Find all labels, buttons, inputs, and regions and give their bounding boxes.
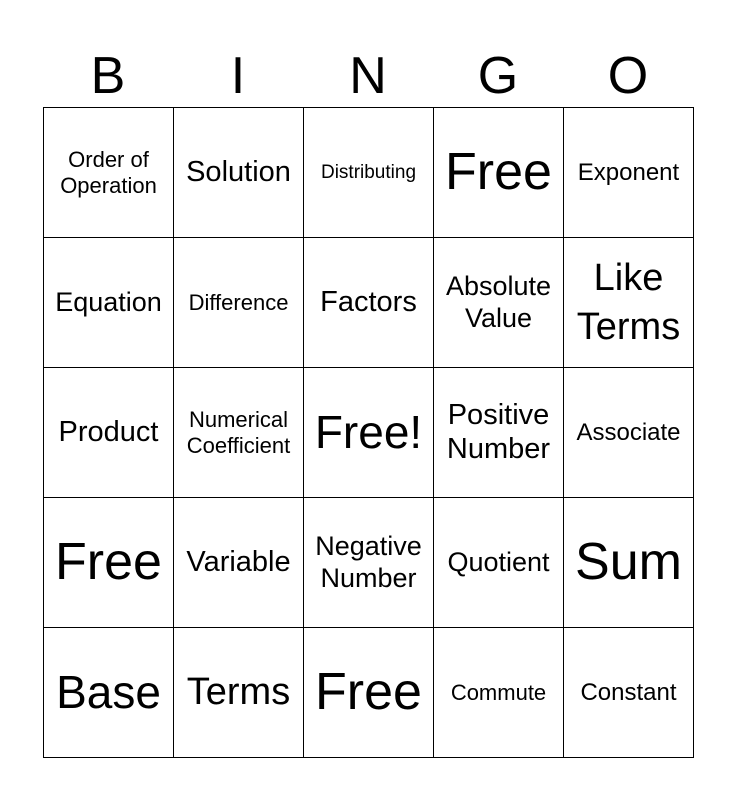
cell-label: Like Terms (576, 256, 681, 348)
cell-label: Sum (575, 532, 682, 591)
bingo-cell-r1c1[interactable] (44, 108, 174, 238)
cell-label: Distributing (320, 161, 417, 183)
cell-label: Constant (580, 678, 677, 706)
cell-label: Quotient (447, 546, 550, 577)
bingo-cell-r3c3[interactable] (304, 368, 434, 498)
bingo-cell-r1c4[interactable] (434, 108, 564, 238)
cell-label: Factors (320, 285, 417, 318)
bingo-cell-r5c3[interactable] (304, 628, 434, 758)
bingo-cell-r2c1[interactable] (44, 238, 174, 368)
cell-label: Free (55, 532, 162, 591)
bingo-cell-r3c1[interactable] (44, 368, 174, 498)
bingo-cell-r4c4[interactable] (434, 498, 564, 628)
cell-label: Difference (188, 289, 289, 315)
cell-label: Equation (55, 286, 162, 317)
cell-label: Product (58, 415, 159, 448)
cell-label: Variable (186, 545, 291, 578)
cell-label: Commute (450, 679, 547, 705)
bingo-cell-r4c2[interactable] (174, 498, 304, 628)
bingo-cell-r3c5[interactable] (564, 368, 694, 498)
cell-label: Associate (576, 418, 681, 446)
header-letter-g: G (477, 47, 519, 105)
bingo-cell-r4c3[interactable] (304, 498, 434, 628)
bingo-cell-r2c2[interactable] (174, 238, 304, 368)
bingo-cell-r3c4[interactable] (434, 368, 564, 498)
header-letter-n: N (349, 47, 387, 105)
cell-label: Absolute Value (445, 271, 552, 333)
header-letter-b: B (90, 47, 126, 105)
cell-label: Negative Number (315, 531, 422, 593)
bingo-cell-r2c4[interactable] (434, 238, 564, 368)
cell-label: Base (56, 666, 161, 719)
bingo-header (43, 42, 693, 108)
bingo-cell-r4c5[interactable] (564, 498, 694, 628)
bingo-cell-r5c1[interactable] (44, 628, 174, 758)
cell-label: Free (445, 142, 552, 201)
bingo-cell-r1c2[interactable] (174, 108, 304, 238)
cell-label: Exponent (577, 158, 680, 186)
bingo-cell-r2c5[interactable] (564, 238, 694, 368)
cell-label: Free (315, 662, 422, 721)
bingo-cell-r1c3[interactable] (304, 108, 434, 238)
cell-label: Solution (186, 155, 291, 188)
cell-label: Free! (314, 406, 423, 459)
header-letter-i: I (230, 47, 246, 105)
cell-label: Numerical Coefficient (186, 407, 291, 458)
header-letter-o: O (607, 47, 649, 105)
cell-label: Terms (186, 671, 291, 714)
bingo-cell-r5c4[interactable] (434, 628, 564, 758)
bingo-cell-r1c5[interactable] (564, 108, 694, 238)
bingo-board (43, 107, 694, 758)
bingo-cell-r4c1[interactable] (44, 498, 174, 628)
bingo-cell-r3c2[interactable] (174, 368, 304, 498)
cell-label: Positive Number (446, 399, 551, 465)
bingo-cell-r5c5[interactable] (564, 628, 694, 758)
cell-label: Order of Operation (60, 147, 157, 198)
bingo-cell-r5c2[interactable] (174, 628, 304, 758)
bingo-cell-r2c3[interactable] (304, 238, 434, 368)
